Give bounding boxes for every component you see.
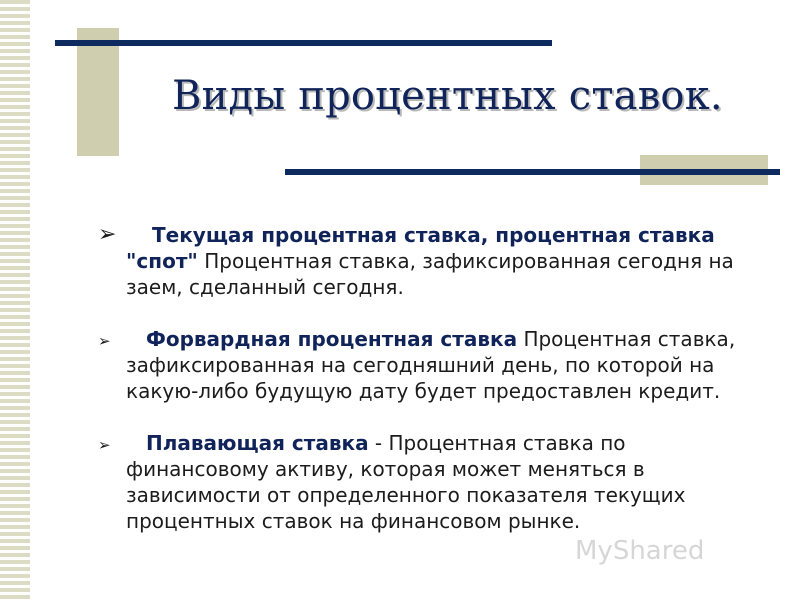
slide-content [95,222,755,560]
list-item-current-rate [95,222,755,300]
term-label: Форвардная процентная ставка [146,327,518,351]
bottom-rule [285,169,780,175]
decorative-stripes [0,0,30,600]
watermark-logo: МyShared [575,536,705,566]
term-label: Плавающая ставка [146,431,369,455]
term-label: Текущая процентная ставка, процентная ставка "спот" [126,223,715,273]
top-rule [55,40,552,46]
arrow-bullet-icon: ➢ [98,436,111,454]
arrow-bullet-icon: ➢ [98,332,111,350]
list-item-forward-rate [95,326,755,404]
accent-block-left [77,28,119,156]
term-definition: Процентная ставка, зафиксированная сегодня на заем, сделанный сегодня. [126,249,734,299]
term-definition: Процентная ставка, зафиксированная на сегодняшний день, по которой на какую-либо будущую дату будет предоставлен кредит. [126,327,736,403]
slide-title: Виды процентных ставок. [172,73,723,119]
term-definition: - Процентная ставка по финансовому активу, которая может меняться в зависимости от определенного показателя текущих процентных ставок на финансовом рынке. [126,431,686,533]
list-item-floating-rate [95,430,755,534]
arrow-bullet-icon: ➢ [98,222,117,247]
